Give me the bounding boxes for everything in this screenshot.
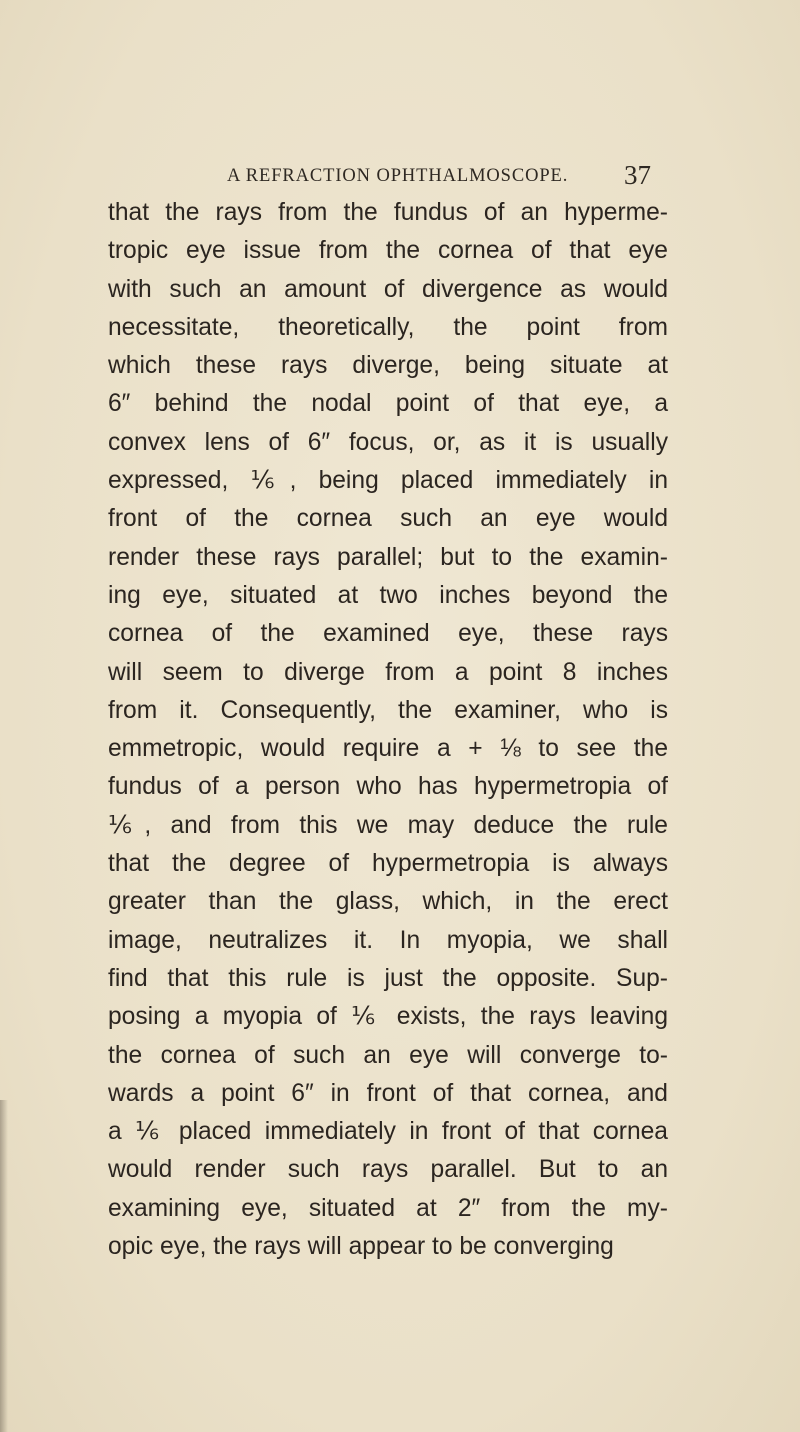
text-line: would render such rays parallel. But to an bbox=[108, 1156, 668, 1184]
text-line: cornea of the examined eye, these rays bbox=[108, 620, 668, 648]
text-line: tropic eye issue from the cornea of that eye bbox=[108, 237, 668, 265]
text-line: will seem to diverge from a point 8 inches bbox=[108, 658, 668, 686]
text-line: that the degree of hypermetropia is always bbox=[108, 850, 668, 878]
text-line: that the rays from the fundus of an hyperme- bbox=[108, 199, 668, 226]
text-line: examining eye, situated at 2″ from the my- bbox=[108, 1194, 668, 1222]
text-line: wards a point 6″ in front of that cornea, and bbox=[108, 1079, 668, 1107]
text-line: posing a myopia of ⅙ exists, the rays leaving bbox=[108, 1003, 668, 1031]
text-line: the cornea of such an eye will converge to- bbox=[108, 1041, 668, 1069]
text-line: expressed, ⅙, being placed immediately in bbox=[108, 467, 668, 495]
text-line: emmetropic, would require a + ⅛ to see the bbox=[108, 735, 668, 763]
page-number: 37 bbox=[624, 160, 651, 190]
text-line: ing eye, situated at two inches beyond the bbox=[108, 581, 668, 609]
text-line: render these rays parallel; but to the examin- bbox=[108, 543, 668, 571]
body-text bbox=[108, 194, 668, 1266]
text-line: which these rays diverge, being situate at bbox=[108, 352, 668, 380]
running-head bbox=[227, 162, 657, 196]
text-line: ⅙, and from this we may deduce the rule bbox=[108, 811, 668, 839]
text-line: find that this rule is just the opposite. Sup- bbox=[108, 964, 668, 992]
text-line: fundus of a person who has hypermetropia of bbox=[108, 773, 668, 801]
text-line: a ⅙ placed immediately in front of that cornea bbox=[108, 1118, 668, 1146]
running-title: A REFRACTION OPHTHALMOSCOPE. bbox=[227, 166, 569, 186]
text-line: with such an amount of divergence as would bbox=[108, 275, 668, 303]
text-line: from it. Consequently, the examiner, who is bbox=[108, 696, 668, 724]
text-line: 6″ behind the nodal point of that eye, a bbox=[108, 390, 668, 418]
text-line: image, neutralizes it. In myopia, we shall bbox=[108, 926, 668, 954]
text-line: opic eye, the rays will appear to be converging bbox=[108, 1233, 614, 1261]
text-line: greater than the glass, which, in the erect bbox=[108, 888, 668, 916]
text-line: front of the cornea such an eye would bbox=[108, 505, 668, 533]
text-line: necessitate, theoretically, the point from bbox=[108, 313, 668, 341]
text-line: convex lens of 6″ focus, or, as it is usually bbox=[108, 428, 668, 456]
page-edge-shadow bbox=[0, 1100, 8, 1432]
